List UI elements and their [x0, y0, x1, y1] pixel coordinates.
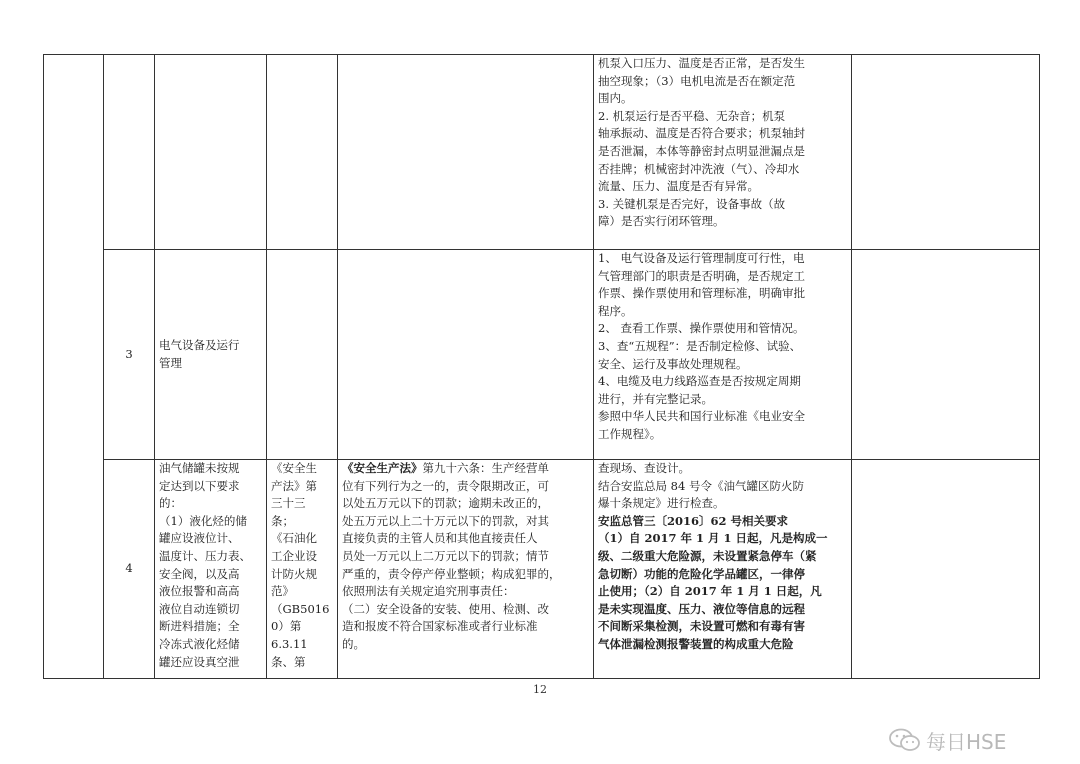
- text-line: （1）自 2017 年 1 月 1 日起，凡是构成一: [598, 531, 828, 546]
- text-line: 罐还应设真空泄: [159, 654, 240, 669]
- text-line: 3. 关键机泵是否完好，设备事故（故: [598, 196, 786, 211]
- text-line: 气体泄漏检测报警装置的构成重大危险: [598, 636, 794, 651]
- law-line: 处五万元以上二十万元以下的罚款，对其: [342, 513, 549, 528]
- text-line: 止使用；（2）自 2017 年 1 月 1 日起，凡: [598, 584, 822, 599]
- law-line: （二）安全设备的安装、使用、检测、改: [342, 601, 549, 616]
- law-line: 造和报废不符合国家标准或者行业标准: [342, 619, 538, 634]
- regulation-cell: [267, 250, 338, 460]
- text-line: 液位报警和高高: [159, 584, 240, 599]
- check-item-cell: [155, 460, 267, 679]
- law-line: 的。: [342, 636, 365, 651]
- table-row: [44, 55, 1040, 250]
- text-line: 《石油化: [271, 531, 317, 546]
- text-line: 油气储罐未按规: [159, 461, 240, 475]
- law-line: 直接负责的主管人员和其他直接责任人: [342, 531, 538, 546]
- wechat-icon: [888, 728, 922, 752]
- text-line: 断进料措施；全: [159, 619, 240, 634]
- text-line: 安全、运行及事故处理规程。: [598, 356, 748, 371]
- text-line: 罐应设液位计、: [159, 531, 240, 546]
- text-line: 进行，并有完整记录。: [598, 391, 713, 406]
- text-line: 是否泄漏，本体等静密封点明显泄漏点是: [598, 143, 805, 158]
- text-line: 爆十条规定》进行检查。: [598, 496, 725, 511]
- text-line: 工作规程》。: [598, 426, 662, 441]
- text-line: 产法》第: [271, 478, 317, 493]
- text-line: 计防火规: [271, 566, 317, 581]
- law-line: 位有下列行为之一的，责令限期改正，可: [342, 478, 549, 493]
- watermark-text: 每日HSE: [926, 729, 1007, 754]
- regulation-cell: [267, 55, 338, 250]
- table-row: [44, 250, 1040, 460]
- text-line: 2. 机泵运行是否平稳、无杂音；机泵: [598, 108, 786, 123]
- text-line: 程序。: [598, 303, 633, 318]
- text-line: 围内。: [598, 91, 633, 106]
- text-line: 安全阀，以及高: [159, 566, 240, 581]
- text-line: （GB5016: [271, 601, 330, 616]
- text-line: 工企业设: [271, 548, 317, 563]
- remark-cell: [852, 250, 1040, 460]
- text-line: 结合安监总局 84 号令《油气罐区防火防: [598, 478, 804, 493]
- law-cell: [338, 460, 594, 679]
- text-line: 的：: [159, 496, 182, 511]
- text-line: 急切断）功能的危险化学品罐区，一律停: [598, 566, 805, 581]
- text-line: 电气设备及运行: [159, 337, 240, 352]
- text-line: 2、 查看工作票、操作票使用和管情况。: [598, 321, 805, 336]
- text-line: 《安全生: [271, 461, 317, 475]
- method-cell: [594, 250, 852, 460]
- method-cell: [594, 55, 852, 250]
- text-line: （1）液化烃的储: [159, 513, 247, 528]
- text-line: 冷冻式液化烃储: [159, 636, 240, 651]
- text-line: 0）第: [271, 619, 302, 634]
- remark-cell: [852, 55, 1040, 250]
- text-line: 4、电缆及电力线路巡查是否按规定周期: [598, 374, 801, 389]
- row-number: 4: [104, 460, 155, 679]
- text-line: 定达到以下要求: [159, 478, 240, 493]
- text-line: 条、第: [271, 654, 306, 669]
- table-row: [44, 460, 1040, 679]
- text-line: 流量、压力、温度是否有异常。: [598, 179, 759, 194]
- text-line: 安监总管三〔2016〕62 号相关要求: [598, 513, 789, 528]
- regulation-cell: [267, 460, 338, 679]
- text-line: 条；: [271, 513, 294, 528]
- text-line: 3、查“五规程”：是否制定检修、试验、: [598, 338, 802, 353]
- text-line: 液位自动连锁切: [159, 601, 240, 616]
- text-line: 机泵入口压力、温度是否正常，是否发生: [598, 56, 805, 70]
- text-line: 障）是否实行闭环管理。: [598, 214, 725, 229]
- row-number: [104, 55, 155, 250]
- text-line: 温度计、压力表、: [159, 548, 251, 563]
- remark-cell: [852, 460, 1040, 679]
- row-number: 3: [104, 250, 155, 460]
- watermark: [888, 726, 1058, 754]
- text-line: 抽空现象；（3）电机电流是否在额定范: [598, 73, 796, 88]
- law-line: 严重的，责令停产停业整顿；构成犯罪的，: [342, 566, 561, 581]
- text-line: 否挂牌；机械密封冲洗液（气）、冷却水: [598, 161, 800, 176]
- law-title: 《安全生产法》: [342, 461, 423, 475]
- check-item-cell: [155, 55, 267, 250]
- text-line: 1、 电气设备及运行管理制度可行性，电: [598, 251, 805, 265]
- text-line: 管理: [159, 355, 182, 370]
- text-line: 查现场、查设计。: [598, 461, 690, 475]
- text-line: 是未实现温度、压力、液位等信息的远程: [598, 601, 805, 616]
- text-line: 范》: [271, 584, 294, 599]
- law-line: 员处一万元以上二万元以下的罚款；情节: [342, 548, 549, 563]
- law-cell: [338, 250, 594, 460]
- text-line: 不间断采集检测，未设置可燃和有毒有害: [598, 619, 805, 634]
- text-line: 气管理部门的职责是否明确，是否规定工: [598, 268, 805, 283]
- text-line: 级、二级重大危险源，未设置紧急停车（紧: [598, 548, 817, 563]
- text-line: 6.3.11: [271, 636, 308, 651]
- law-line: 以处五万元以下的罚款；逾期未改正的，: [342, 496, 549, 511]
- text-line: 作票、操作票使用和管理标准，明确审批: [598, 286, 805, 301]
- inspection-table: [43, 54, 1040, 679]
- law-cell: [338, 55, 594, 250]
- page-number: 12: [533, 683, 547, 696]
- category-cell: [44, 55, 104, 679]
- law-line: 第九十六条：生产经营单: [422, 461, 549, 475]
- law-line: 依照刑法有关规定追究刑事责任：: [342, 584, 515, 599]
- text-line: 三十三: [271, 496, 306, 511]
- check-item-cell: [155, 250, 267, 460]
- text-line: 轴承振动、温度是否符合要求；机泵轴封: [598, 126, 805, 141]
- text-line: 参照中华人民共和国行业标准《电业安全: [598, 409, 805, 424]
- method-cell: [594, 460, 852, 679]
